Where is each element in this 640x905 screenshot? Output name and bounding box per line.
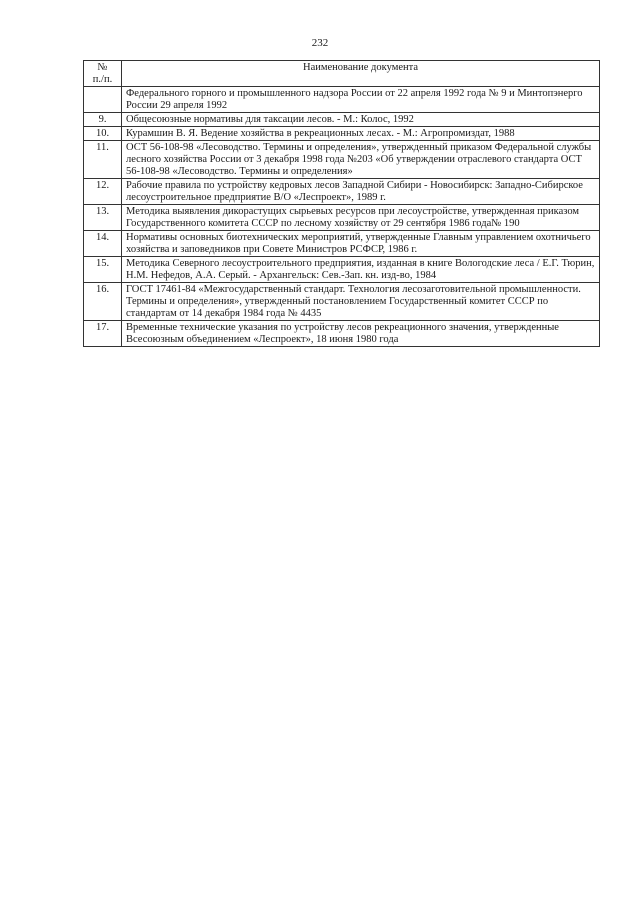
row-document-name: Временные технические указания по устройству лесов рекреационного значения, утвержденные Всесоюзным объединением «Леспроект», 18 июня 1980 года	[122, 321, 600, 347]
row-number	[84, 87, 122, 113]
page-number: 232	[311, 37, 329, 49]
row-number: 14.	[84, 231, 122, 257]
header-number-abbrev: п./п.	[92, 74, 113, 85]
row-document-name: Нормативы основных биотехнических мероприятий, утвержденные Главным управлением охотничьего хозяйства и заповедников при Совете Министров РСФСР, 1986 г.	[122, 231, 600, 257]
table-row	[84, 231, 600, 257]
row-document-name: Методика Северного лесоустроительного предприятия, изданная в книге Вологодские леса / Е.Г. Тюрин, Н.М. Нефедов, А.А. Серый. - Архангельск: Сев.-Зап. кн. изд-во, 1984	[122, 257, 600, 283]
header-number-column	[84, 61, 122, 87]
row-number: 11.	[84, 141, 122, 179]
table-row	[84, 141, 600, 179]
row-document-name: Федерального горного и промышленного надзора России от 22 апреля 1992 года № 9 и Минтопэнерго России 29 апреля 1992	[122, 87, 600, 113]
table-row	[84, 113, 600, 127]
header-number-symbol: №	[97, 62, 108, 73]
row-document-name: ГОСТ 17461-84 «Межгосударственный стандарт. Технология лесозаготовительной промышленности. Термины и определения», утвержденный постановлением Государственный комитет СССР по стандартам от 14 декабря 1984 года № 4435	[122, 283, 600, 321]
row-document-name: Курамшин В. Я. Ведение хозяйства в рекреационных лесах. - М.: Агропромиздат, 1988	[122, 127, 600, 141]
header-document-name: Наименование документа	[122, 61, 600, 87]
table-row	[84, 179, 600, 205]
table-row	[84, 205, 600, 231]
row-number: 12.	[84, 179, 122, 205]
row-number: 10.	[84, 127, 122, 141]
table-row	[84, 87, 600, 113]
table-row	[84, 321, 600, 347]
row-number: 17.	[84, 321, 122, 347]
table-row	[84, 283, 600, 321]
row-document-name: Рабочие правила по устройству кедровых лесов Западной Сибири - Новосибирск: Западно-Сибирское лесоустроительное предприятие В/О «Леспроект», 1989 г.	[122, 179, 600, 205]
row-number: 13.	[84, 205, 122, 231]
row-number: 15.	[84, 257, 122, 283]
table-row	[84, 257, 600, 283]
table-header-row	[84, 61, 600, 87]
row-number: 9.	[84, 113, 122, 127]
row-number: 16.	[84, 283, 122, 321]
table-row	[84, 127, 600, 141]
row-document-name: Методика выявления дикорастущих сырьевых ресурсов при лесоустройстве, утвержденная приказом Государственного комитета СССР по лесному хозяйству от 29 сентября 1986 года№ 190	[122, 205, 600, 231]
row-document-name: Общесоюзные нормативы для таксации лесов. - М.: Колос, 1992	[122, 113, 600, 127]
row-document-name: ОСТ 56-108-98 «Лесоводство. Термины и определения», утвержденный приказом Федеральной службы лесного хозяйства России от 3 декабря 1998 года №203 «Об утверждении отраслевого стандарта ОСТ 56-108-98 «Лесоводство. Термины и определения»	[122, 141, 600, 179]
documents-table	[83, 60, 600, 347]
